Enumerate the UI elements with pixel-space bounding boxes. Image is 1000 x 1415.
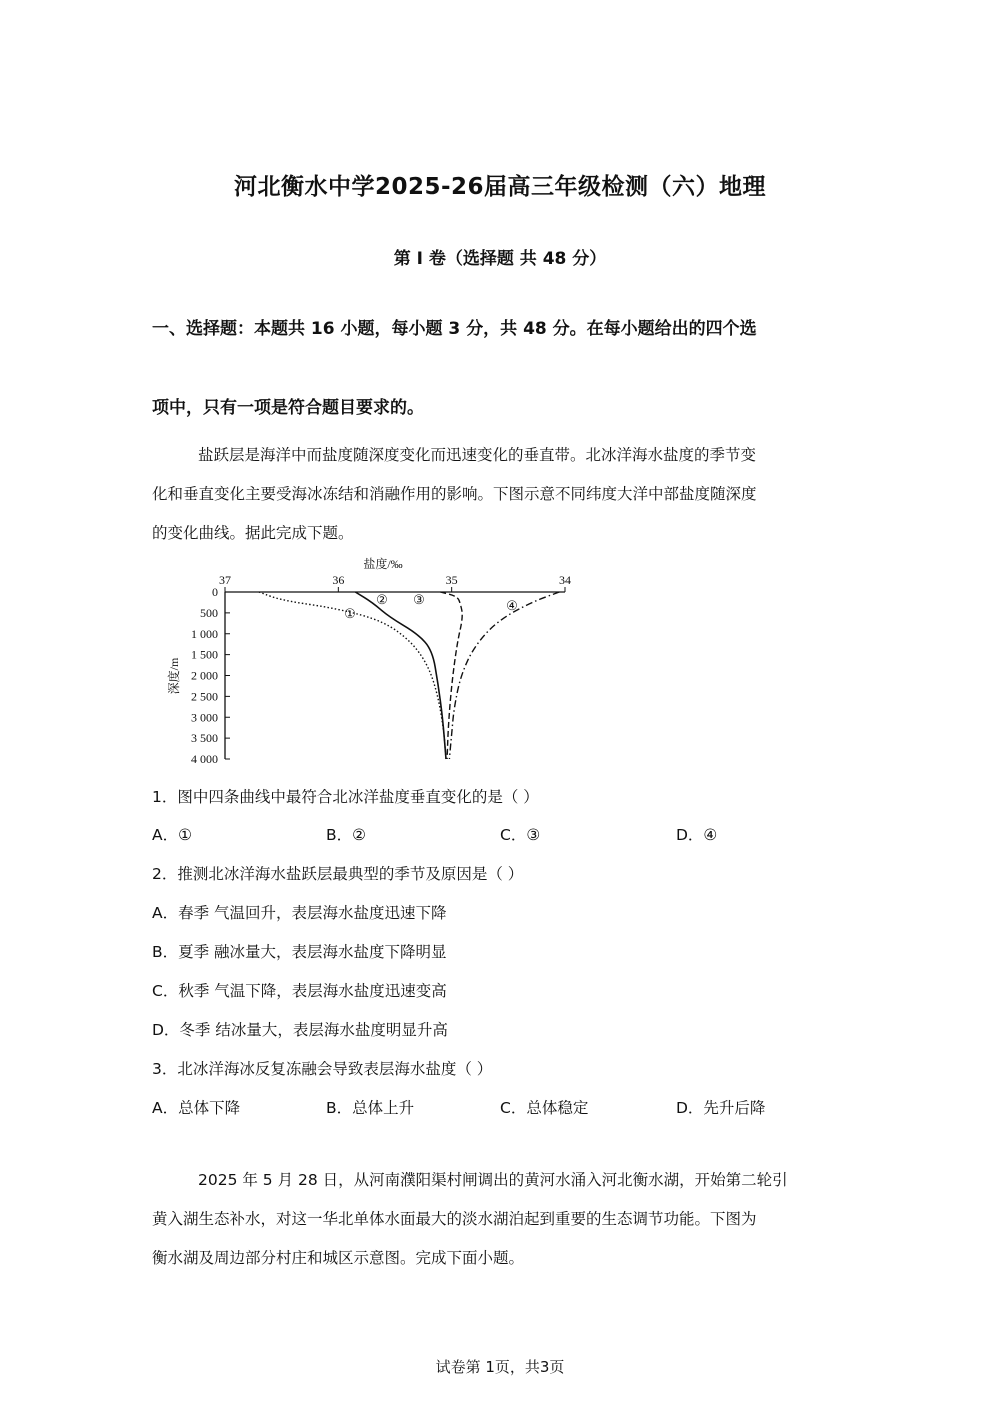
section-heading-line-2: 项中，只有一项是符合题目要求的。 [152, 398, 424, 418]
question-1-stem: 1．图中四条曲线中最符合北冰洋盐度垂直变化的是（ ） [152, 788, 539, 806]
x-tick-label: 34 [559, 573, 571, 587]
q2-option-a[interactable]: A．春季 气温回升，表层海水盐度迅速下降 [152, 904, 447, 922]
y-tick-label: 2 000 [191, 668, 218, 683]
y-tick-label: 3 500 [191, 731, 218, 746]
salinity-depth-chart [160, 556, 590, 771]
q3-option-a[interactable]: A．总体下降 [152, 1099, 241, 1117]
x-tick-label: 36 [332, 573, 345, 587]
q1-option-c[interactable]: C．③ [500, 826, 541, 844]
y-tick-label: 3 000 [191, 710, 218, 725]
x-tick-label: 35 [445, 573, 458, 587]
series-curve-2 [355, 592, 446, 759]
page-footer: 试卷第 1页，共3页 [435, 1358, 565, 1376]
y-tick-label: 0 [212, 585, 218, 599]
series-curve-4 [449, 592, 559, 759]
series-label-3: ③ [413, 592, 425, 607]
y-tick-label: 4 000 [191, 752, 218, 766]
y-axis-label: 深度/m [167, 657, 181, 695]
q3-option-b[interactable]: B．总体上升 [326, 1099, 415, 1117]
x-axis-label: 盐度/‰ [363, 557, 403, 571]
passage-1 [152, 436, 852, 553]
q1-option-a[interactable]: A．① [152, 826, 192, 844]
series-label-2: ② [376, 592, 388, 607]
series-label-1: ① [344, 606, 356, 621]
q2-option-d[interactable]: D．冬季 结冰量大，表层海水盐度明显升高 [152, 1021, 448, 1039]
section-heading-line-1: 一、选择题：本题共 16 小题，每小题 3 分，共 48 分。在每小题给出的四个选 [152, 319, 757, 339]
section-subtitle: 第 I 卷（选择题 共 48 分） [393, 249, 607, 269]
y-tick-label: 2 500 [191, 689, 218, 704]
question-3-stem: 3．北冰洋海冰反复冻融会导致表层海水盐度（ ） [152, 1060, 493, 1078]
series-label-4: ④ [506, 598, 518, 613]
passage-2 [152, 1161, 852, 1278]
passage-1-line-2: 化和垂直变化主要受海冰冻结和消融作用的影响。下图示意不同纬度大洋中部盐度随深度 [152, 485, 757, 503]
y-tick-label: 1 500 [191, 647, 218, 662]
q3-option-c[interactable]: C．总体稳定 [500, 1099, 589, 1117]
passage-2-line-1: 2025 年 5 月 28 日，从河南濮阳渠村闸调出的黄河水涌入河北衡水湖，开始第二轮引 [198, 1171, 788, 1189]
y-tick-label: 500 [200, 605, 218, 620]
q1-option-d[interactable]: D．④ [676, 826, 718, 844]
q2-option-b[interactable]: B．夏季 融冰量大，表层海水盐度下降明显 [152, 943, 447, 961]
page-title: 河北衡水中学2025-26届高三年级检测（六）地理 [233, 174, 767, 200]
y-tick-label: 1 000 [191, 626, 218, 641]
passage-2-line-3: 衡水湖及周边部分村庄和城区示意图。完成下面小题。 [152, 1249, 525, 1267]
passage-1-line-3: 的变化曲线。据此完成下题。 [152, 524, 354, 542]
passage-1-line-1: 盐跃层是海洋中而盐度随深度变化而迅速变化的垂直带。北冰洋海水盐度的季节变 [198, 446, 757, 464]
passage-2-line-2: 黄入湖生态补水，对这一华北单体水面最大的淡水湖泊起到重要的生态调节功能。下图为 [152, 1210, 757, 1228]
q3-option-d[interactable]: D．先升后降 [676, 1099, 766, 1117]
x-tick-label: 37 [219, 573, 231, 587]
question-2-stem: 2．推测北冰洋海水盐跃层最典型的季节及原因是（ ） [152, 865, 524, 883]
q1-option-b[interactable]: B．② [326, 826, 367, 844]
q2-option-c[interactable]: C．秋季 气温下降，表层海水盐度迅速变高 [152, 982, 447, 1000]
